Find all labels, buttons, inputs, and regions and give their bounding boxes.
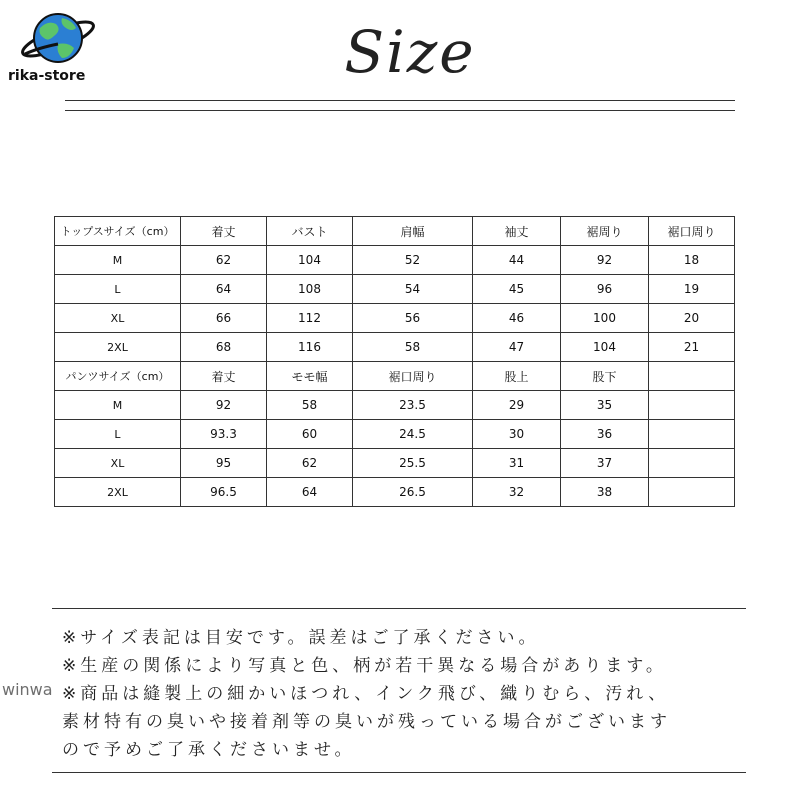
table-cell: 24.5 bbox=[353, 420, 473, 449]
brand-name: rika-store bbox=[8, 68, 86, 84]
title-divider-bottom bbox=[65, 110, 735, 111]
table-cell: 36 bbox=[561, 420, 649, 449]
table-cell: 26.5 bbox=[353, 478, 473, 507]
table-cell: 38 bbox=[561, 478, 649, 507]
table-cell: 52 bbox=[353, 246, 473, 275]
table-cell: 35 bbox=[561, 391, 649, 420]
table-cell: 肩幅 bbox=[353, 217, 473, 246]
table-row bbox=[55, 275, 735, 304]
table-cell: 100 bbox=[561, 304, 649, 333]
notes-divider-top bbox=[52, 608, 746, 609]
table-cell: 96.5 bbox=[181, 478, 267, 507]
table-cell: 56 bbox=[353, 304, 473, 333]
table-cell: 裾口周り bbox=[649, 217, 735, 246]
table-row bbox=[55, 304, 735, 333]
table-cell: 29 bbox=[473, 391, 561, 420]
table-row bbox=[55, 391, 735, 420]
table-cell: 62 bbox=[267, 449, 353, 478]
table-cell: 30 bbox=[473, 420, 561, 449]
table-cell: 23.5 bbox=[353, 391, 473, 420]
table-cell: 68 bbox=[181, 333, 267, 362]
note-line: 素材特有の臭いや接着剤等の臭いが残っている場合がございます bbox=[62, 712, 671, 732]
table-cell: 58 bbox=[353, 333, 473, 362]
notes-block bbox=[62, 624, 752, 764]
table-cell: 股上 bbox=[473, 362, 561, 391]
table-row bbox=[55, 362, 735, 391]
table-cell bbox=[649, 391, 735, 420]
table-cell: 44 bbox=[473, 246, 561, 275]
table-cell: 20 bbox=[649, 304, 735, 333]
table-cell: 袖丈 bbox=[473, 217, 561, 246]
table-cell: 32 bbox=[473, 478, 561, 507]
row-label-cell: M bbox=[55, 246, 181, 275]
table-row bbox=[55, 333, 735, 362]
note-line: ※商品は縫製上の細かいほつれ、インク飛び、織りむら、汚れ、 bbox=[62, 684, 670, 704]
table-cell: 19 bbox=[649, 275, 735, 304]
table-cell: 股下 bbox=[561, 362, 649, 391]
table-cell: 37 bbox=[561, 449, 649, 478]
table-cell: 93.3 bbox=[181, 420, 267, 449]
table-cell: 95 bbox=[181, 449, 267, 478]
table-cell: 58 bbox=[267, 391, 353, 420]
table-cell: モモ幅 bbox=[267, 362, 353, 391]
table-cell: 116 bbox=[267, 333, 353, 362]
watermark: winwa bbox=[2, 680, 53, 699]
store-logo bbox=[8, 6, 104, 92]
row-label-cell: XL bbox=[55, 449, 181, 478]
notes-divider-bottom bbox=[52, 772, 746, 773]
page-title: Size bbox=[344, 18, 476, 86]
row-label-cell: 2XL bbox=[55, 478, 181, 507]
table-cell: 60 bbox=[267, 420, 353, 449]
table-cell bbox=[649, 478, 735, 507]
table-cell: バスト bbox=[267, 217, 353, 246]
table-cell: 66 bbox=[181, 304, 267, 333]
table-cell: 96 bbox=[561, 275, 649, 304]
row-label-cell: XL bbox=[55, 304, 181, 333]
table-cell: 裾口周り bbox=[353, 362, 473, 391]
note-line: ので予めご了承くださいませ。 bbox=[62, 740, 356, 760]
table-cell: 104 bbox=[561, 333, 649, 362]
table-row bbox=[55, 217, 735, 246]
table-row bbox=[55, 449, 735, 478]
table-cell: 25.5 bbox=[353, 449, 473, 478]
row-label-cell: M bbox=[55, 391, 181, 420]
row-label-cell: L bbox=[55, 275, 181, 304]
table-cell: 18 bbox=[649, 246, 735, 275]
row-label-cell: トップスサイズ（cm） bbox=[55, 217, 181, 246]
table-cell: 54 bbox=[353, 275, 473, 304]
table-cell: 47 bbox=[473, 333, 561, 362]
table-cell: 着丈 bbox=[181, 362, 267, 391]
table-cell: 46 bbox=[473, 304, 561, 333]
title-divider-top bbox=[65, 100, 735, 101]
table-cell bbox=[649, 362, 735, 391]
table-cell: 92 bbox=[181, 391, 267, 420]
size-table bbox=[54, 216, 735, 507]
table-cell bbox=[649, 420, 735, 449]
table-cell: 112 bbox=[267, 304, 353, 333]
table-row bbox=[55, 478, 735, 507]
table-cell: 92 bbox=[561, 246, 649, 275]
row-label-cell: 2XL bbox=[55, 333, 181, 362]
table-cell: 裾周り bbox=[561, 217, 649, 246]
table-cell: 104 bbox=[267, 246, 353, 275]
table-cell: 64 bbox=[181, 275, 267, 304]
table-cell bbox=[649, 449, 735, 478]
row-label-cell: L bbox=[55, 420, 181, 449]
globe-icon bbox=[18, 8, 98, 70]
table-cell: 31 bbox=[473, 449, 561, 478]
table-cell: 62 bbox=[181, 246, 267, 275]
table-cell: 21 bbox=[649, 333, 735, 362]
table-row bbox=[55, 420, 735, 449]
note-line: ※サイズ表記は目安です。誤差はご了承ください。 bbox=[62, 628, 540, 648]
table-cell: 108 bbox=[267, 275, 353, 304]
table-row bbox=[55, 246, 735, 275]
table-cell: 64 bbox=[267, 478, 353, 507]
table-cell: 45 bbox=[473, 275, 561, 304]
row-label-cell: パンツサイズ（cm） bbox=[55, 362, 181, 391]
note-line: ※生産の関係により写真と色、柄が若干異なる場合があります。 bbox=[62, 656, 667, 676]
table-cell: 着丈 bbox=[181, 217, 267, 246]
